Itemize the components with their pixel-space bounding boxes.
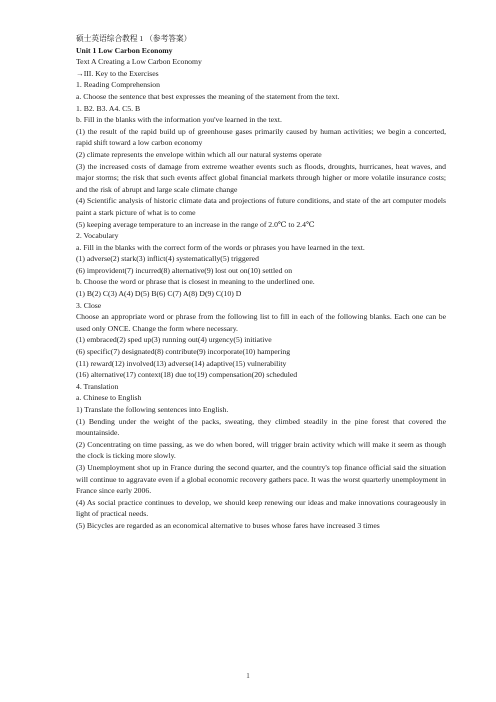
document-heading: 硕士英语综合教程 1 （参考答案） — [76, 34, 192, 43]
text-line: (5) Bicycles are regarded as an economical alternative to buses whose fares have increased 3 times — [76, 520, 380, 530]
section-key: →III. Key to the Exercises — [76, 68, 159, 78]
text-line: (11) reward(12) involved(13) adverse(14) adaptive(15) vulnerability — [76, 358, 287, 368]
text-line: (1) embraced(2) sped up(3) running out(4) urgency(5) initiative — [76, 335, 272, 345]
text-line: 1. B2. B3. A4. C5. B — [76, 103, 141, 113]
text-line: (5) keeping average temperature to an increase in the range of 2.0℃ to 2.4℃ — [76, 219, 315, 229]
text-paragraph: (3) the increased costs of damage from extreme weather events such as floods, droughts, hurricanes, heat waves, and major storms; the risk that such events affect global financial markets through higher or more volatile insurance costs; and the risk of abrupt and large scale climate change — [76, 161, 446, 194]
page-number: 1 — [246, 672, 250, 680]
answer-key-body — [76, 79, 446, 531]
text-line: 1) Translate the following sentences into English. — [76, 405, 229, 414]
text-paragraph: (2) Concentrating on time passing, as we do when bored, will trigger brain activity which will make it seem as though the clock is ticking more slowly. — [76, 439, 446, 461]
text-paragraph: (3) Unemployment shot up in France during the second quarter, and the country's top finance official said the situation will continue to aggravate even if a global economic recovery gathers pace. It was the worst quarterly unemployment in France since early 2006. — [76, 462, 446, 496]
text-line: 1. Reading Comprehension — [76, 80, 160, 90]
text-line: b. Fill in the blanks with the information you've learned in the text. — [76, 115, 282, 125]
text-line: a. Fill in the blanks with the correct form of the words or phrases you have learned in the text. — [76, 242, 365, 252]
text-line: 2. Vocabulary — [76, 231, 119, 241]
text-line: a. Chinese to English — [76, 393, 142, 403]
text-line: (1) B(2) C(3) A(4) D(5) B(6) C(7) A(8) D(9) C(10) D — [76, 289, 242, 299]
text-paragraph: (1) the result of the rapid build up of greenhouse gases primarily caused by human activities; we begin a concerted, rapid shift toward a low carbon economy — [76, 126, 446, 148]
text-line: (6) specific(7) designated(8) contribute(9) incorporate(10) hampering — [76, 347, 291, 357]
text-line: (1) adverse(2) stark(3) inflict(4) systematically(5) triggered — [76, 254, 259, 264]
text-line: 4. Translation — [76, 381, 119, 391]
text-paragraph: Choose an appropriate word or phrase from the following list to fill in each of the following blanks. Each one can be used only ONCE. Change the form where necessary. — [76, 312, 446, 333]
text-line: b. Choose the word or phrase that is closest in meaning to the underlined one. — [76, 277, 315, 287]
text-line: 3. Close — [76, 300, 102, 310]
unit-title: Unit 1 Low Carbon Economy — [76, 45, 173, 55]
text-line: (16) alternative(17) context(18) due to(19) compensation(20) scheduled — [76, 370, 298, 380]
text-line: (6) improvident(7) incurred(8) alternative(9) lost out on(10) settled on — [76, 265, 293, 275]
text-paragraph: (1) Bending under the weight of the packs, sweating, they climbed steadily in the pine forest that covered the mountainside. — [76, 416, 446, 438]
text-line: a. Choose the sentence that best expresses the meaning of the statement from the text. — [76, 91, 340, 101]
text-paragraph: (4) Scientific analysis of historic climate data and projections of future conditions, and state of the art computer models paint a stark picture of what is to come — [76, 196, 446, 217]
text-title: Text A Creating a Low Carbon Economy — [76, 57, 202, 67]
text-paragraph: (4) As social practice continues to develop, we should keep renewing our ideas and make innovations courageously in light of practical needs. — [76, 497, 446, 519]
text-line: (2) climate represents the envelope within which all our natural systems operate — [76, 149, 322, 159]
